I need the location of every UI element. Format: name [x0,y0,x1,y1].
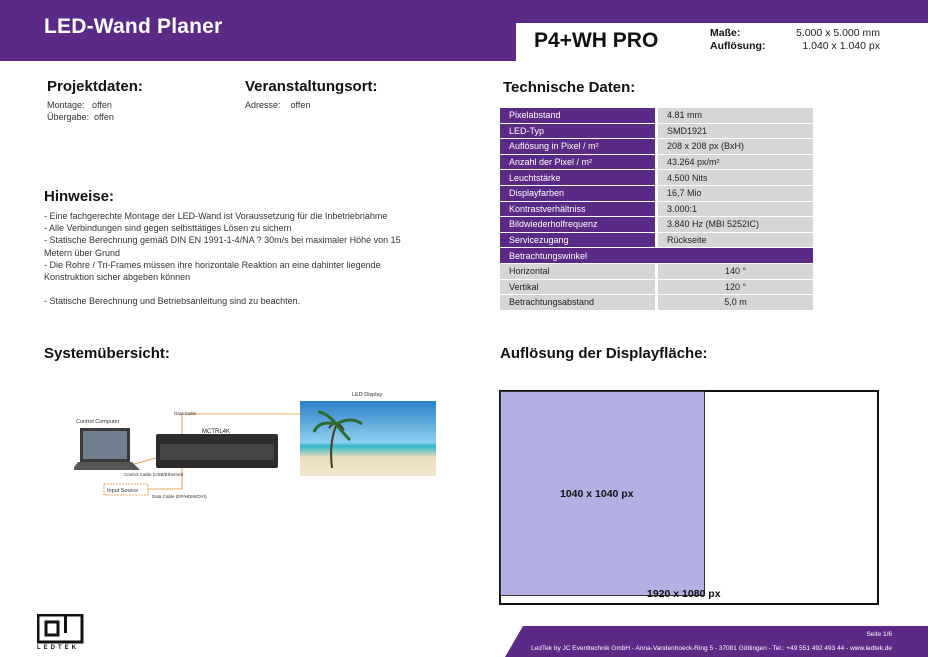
project-uebergabe: Übergabe: offen [47,112,114,122]
tech-value: SMD1921 [657,123,814,139]
project-montage: Montage: offen [47,100,112,110]
controller-ports [160,444,274,460]
footer-bar [505,626,928,657]
viewing-value: 140 ° [657,263,814,279]
note-line: - Statische Berechnung gemäß DIN EN 1991-1-4/NA ? 30m/s bei maximaler Höhe von 15 [44,235,401,246]
note-line: Konstruktion sicher abgeben können [44,272,191,283]
table-row [500,108,813,123]
viewing-label: Horizontal [500,263,657,279]
resolution-outer-label: 1920 x 1080 px [647,588,721,600]
table-row [500,263,813,279]
table-row [500,170,813,186]
table-row [500,185,813,201]
page-title: LED-Wand Planer [44,15,223,38]
table-row [500,295,813,311]
tech-value: 208 x 208 px (BxH) [657,139,814,155]
laptop-base [74,462,140,470]
tech-label: Servicezugang [500,232,657,248]
tech-label: Bildwiederholfrequenz [500,217,657,233]
table-row [500,154,813,170]
controller-label: MCTRL4K [202,429,231,435]
table-row [500,201,813,217]
tech-value: 3.000:1 [657,201,814,217]
tech-label: Anzahl der Pixel / m² [500,154,657,170]
notes-heading: Hinweise: [44,188,115,205]
tech-label: Displayfarben [500,185,657,201]
tech-value: 4.81 mm [657,108,814,123]
control-computer-label: Control Computer [76,419,120,425]
model-name: P4+WH PRO [534,29,659,52]
footer-contact: LedTek by JC Eventtechnik GmbH - Anna-Vandenhoeck-Ring 5 - 37081 Göttingen - Tel.: +49 551 492 493 44 - www.ledtek.de [531,645,892,652]
dimensions-label: Maße: [710,27,741,39]
note-line: - Die Rohre / Tri-Frames müssen ihre horizontale Reaktion an eine dahinter liegende [44,259,381,270]
note-line [44,283,454,295]
control-cable-line [134,458,156,464]
tech-heading: Technische Daten: [503,79,636,96]
table-row [500,217,813,233]
tech-value: 16,7 Mio [657,185,814,201]
tech-label: Leuchtstärke [500,170,657,186]
table-row [500,123,813,139]
logo-text: LEDTEK [37,645,79,651]
tech-label: Auflösung in Pixel / m² [500,139,657,155]
control-cable-label: Control Cable (USB/Ethernet) [124,472,184,477]
viewing-value: 5,0 m [657,295,814,311]
resolution-inner-label: 1040 x 1040 px [560,488,634,500]
note-line: - Alle Verbindungen sind gegen selbsttätiges Lösen zu sichern [44,223,292,234]
notes-list [44,210,454,308]
resolution-label: Auflösung: [710,40,766,52]
tech-value: 3.840 Hz (MBI 5252IC) [657,217,814,233]
venue-address: Adresse: offen [245,100,311,110]
viewing-heading: Betrachtungswinkel [500,248,813,264]
page-number: Seite 1/6 [866,631,892,638]
led-display-label: LED Display [352,392,383,398]
input-source-label: Input Source [107,488,139,494]
project-heading: Projektdaten: [47,78,143,95]
table-row [500,232,813,248]
resolution-heading: Auflösung der Displayfläche: [500,345,708,362]
viewing-label: Betrachtungsabstand [500,295,657,311]
table-row [500,279,813,295]
dimensions-value: 5.000 x 5.000 mm [795,27,880,39]
tech-value: 43.264 px/m² [657,154,814,170]
viewing-label: Vertikal [500,279,657,295]
tech-value: Rückseite [657,232,814,248]
data-cable-line [182,414,300,434]
tech-value: 4.500 Nits [657,170,814,186]
note-line: - Statische Berechnung und Betriebsanleitung sind zu beachten. [44,296,301,307]
table-row [500,139,813,155]
data-cable-label: Data Cable [174,411,197,416]
tech-label: LED-Typ [500,123,657,139]
system-heading: Systemübersicht: [44,345,170,362]
tech-label: Kontrastverhältniss [500,201,657,217]
venue-heading: Veranstaltungsort: [245,78,378,95]
note-line: - Eine fachgerechte Montage der LED-Wand ist Voraussetzung für die Inbetriebnahme [44,211,388,221]
viewing-value: 120 ° [657,279,814,295]
resolution-value: 1.040 x 1.040 px [802,40,880,52]
system-diagram [74,388,454,506]
data-cable-dp-label: Data Cable (DP/HDMI/DVI) [152,494,207,499]
table-row [500,248,813,264]
tech-label: Pixelabstand [500,108,657,123]
note-line: Metern über Grund [44,247,121,258]
tech-table [500,108,813,311]
